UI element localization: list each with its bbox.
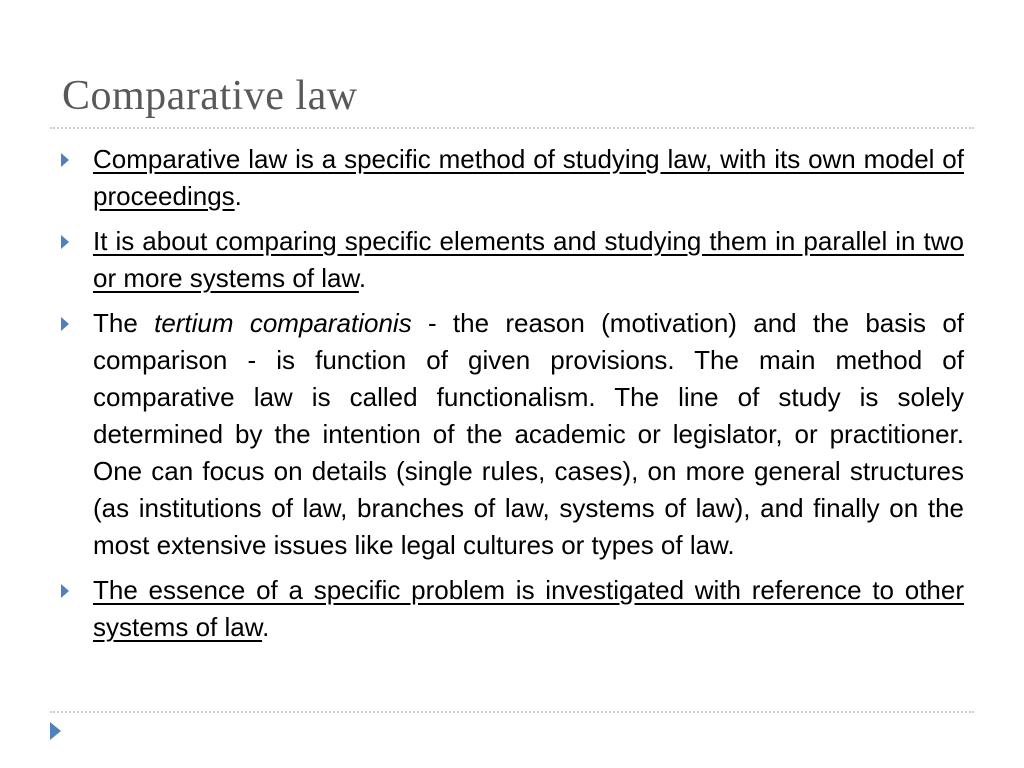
bullet-text-tail: . xyxy=(234,181,242,211)
slide-title: Comparative law xyxy=(62,73,358,119)
title-divider xyxy=(50,127,974,129)
bullet-text-tail: . xyxy=(262,612,270,642)
triangle-right-icon xyxy=(61,584,69,598)
bullet-text-tail: . xyxy=(358,263,367,293)
bullet-item xyxy=(58,223,964,297)
bullet-text-italic-term: tertium comparationis xyxy=(154,308,412,338)
bullet-text-underlined: Comparative law is a specific method of studying law, with its own model of proceedings xyxy=(93,144,964,211)
triangle-right-icon xyxy=(61,153,69,167)
next-slide-arrow-icon[interactable] xyxy=(50,722,61,740)
bullet-item xyxy=(58,572,964,646)
bullet-text-rest: - the reason (motivation) and the basis of comparison - is function of given provisions. The main method of comparative law is called functionalism. The line of study is solely determined by the intention of the academic or legislator, or practitioner. One can focus on details (single rules, cases), on more general structures (as institutions of law, branches of law, systems of law), and finally on the most extensive issues like legal cultures or types of law. xyxy=(93,308,964,560)
bullet-text-lead: The xyxy=(93,308,155,338)
footer-divider xyxy=(50,711,974,713)
bullet-text-underlined: It is about comparing specific elements and studying them in parallel in two or more systems of law xyxy=(93,226,964,293)
bullet-item xyxy=(58,141,964,215)
bullet-item xyxy=(58,305,964,564)
bullet-text-underlined: The essence of a specific problem is investigated with reference to other systems of law xyxy=(93,575,964,642)
bullet-list xyxy=(58,141,964,654)
triangle-right-icon xyxy=(61,235,69,249)
triangle-right-icon xyxy=(61,317,69,331)
